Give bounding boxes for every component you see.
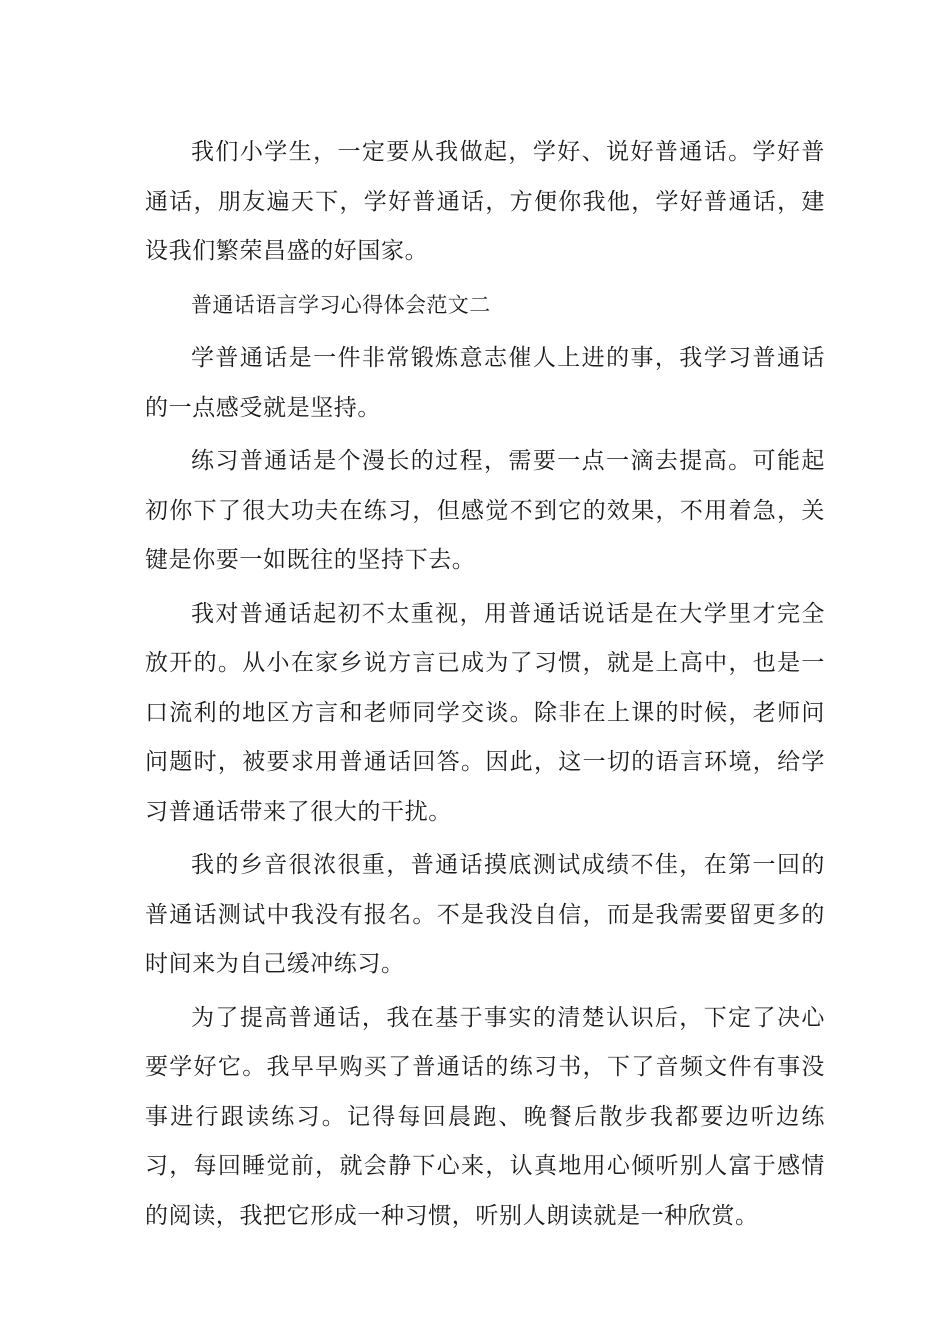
paragraph-4: 我对普通话起初不太重视，用普通话说话是在大学里才完全放开的。从小在家乡说方言已成为了习惯，就是上高中，也是一口流利的地区方言和老师同学交谈。除非在上课的时候，老师问问题时，被要求用普通话回答。因此，这一切的语言环境，给学习普通话带来了很大的干扰。 <box>145 600 825 825</box>
section-heading: 普通话语言学习心得体会范文二 <box>191 292 491 317</box>
paragraph-5: 我的乡音很浓很重，普通话摸底测试成绩不佳，在第一回的普通话测试中我没有报名。不是我没自信，而是我需要留更多的时间来为自己缓冲练习。 <box>145 852 825 977</box>
paragraph-6: 为了提高普通话，我在基于事实的清楚认识后，下定了决心要学好它。我早早购买了普通话的练习书，下了音频文件有事没事进行跟读练习。记得每回晨跑、晚餐后散步我都要边听边练习，每回睡觉前，就会静下心来，认真地用心倾听别人富于感情的阅读，我把它形成一种习惯，听别人朗读就是一种欣赏。 <box>145 1004 825 1229</box>
paragraph-1: 我们小学生，一定要从我做起，学好、说好普通话。学好普通话，朋友遍天下，学好普通话，方便你我他，学好普通话，建设我们繁荣昌盛的好国家。 <box>145 139 825 264</box>
paragraph-2: 学普通话是一件非常锻炼意志催人上进的事，我学习普通话的一点感受就是坚持。 <box>145 345 825 421</box>
document-body <box>145 128 825 1245</box>
paragraph-3: 练习普通话是个漫长的过程，需要一点一滴去提高。可能起初你下了很大功夫在练习，但感觉不到它的效果，不用着急，关键是你要一如既往的坚持下去。 <box>145 448 825 573</box>
